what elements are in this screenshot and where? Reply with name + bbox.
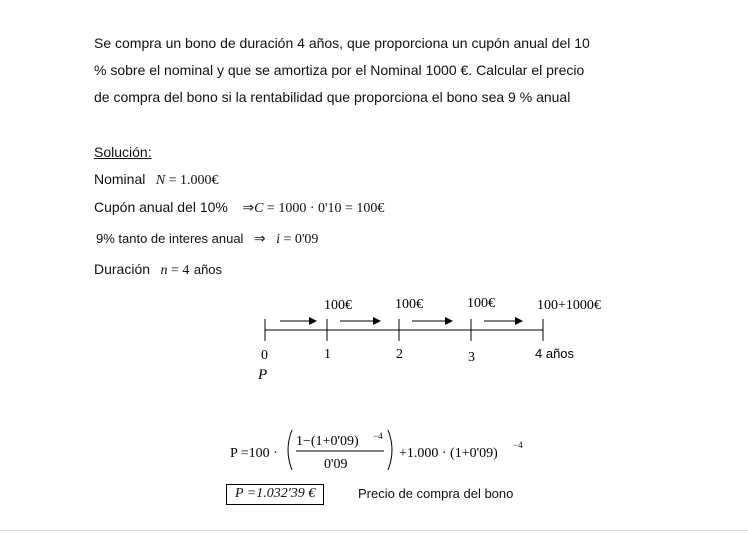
rate-label: 9% tanto de interes anual [96,231,244,246]
tick-label-0: 0 [261,348,268,363]
coupon-var: C [254,201,264,216]
duration-unit: años [193,262,223,277]
nominal-eq: = 1.000€ [165,173,219,188]
rate-var: i [276,232,280,247]
problem-line-1: Se compra un bono de duración 4 años, que proporciona un cupón anual del 10 [94,35,590,51]
flow-label-3: 100€ [467,296,495,311]
flow-label-1: 100€ [324,298,352,313]
result-caption: Precio de compra del bono [358,486,514,501]
duration-eq: = 4 [167,263,190,278]
problem-line-3: de compra del bono si la rentabilidad que proporciona el bono sea 9 % anual [94,89,571,105]
problem-line-2: % sobre el nominal y que se amortiza por el Nominal 1000 €. Calcular el precio [94,62,585,78]
tick-label-4: 4 años [535,346,575,361]
present-value-var: P [258,367,268,383]
price-formula [0,420,748,480]
formula-numerator: 1−(1+0'09) [296,434,359,449]
formula-numerator-exp: −4 [373,431,383,441]
coupon-label: Cupón anual del 10% [94,199,228,215]
duration-var: n [160,263,168,278]
result-box: P =1.032'39 € [226,484,324,505]
tick-label-2: 2 [396,347,403,362]
tick-label-1: 1 [324,347,331,362]
rate-eq: = 0'09 [279,232,319,247]
flow-label-2: 100€ [395,297,423,312]
left-paren [288,430,292,470]
nominal-var: N [155,173,166,188]
formula-plus-term: +1.000 · (1+0'09) [399,446,498,461]
duration-label: Duración [94,261,151,277]
formula-denominator: 0'09 [324,457,348,472]
coupon-arrow: ⇒ [242,201,255,216]
formula-lhs: P =100 · [230,446,278,461]
rate-arrow: ⇒ [253,232,266,247]
nominal-label: Nominal [94,171,146,187]
tick-label-3: 3 [468,350,475,365]
formula-plus-exp: −4 [513,440,523,450]
page-bottom-divider [0,530,748,531]
right-paren [388,430,392,470]
coupon-eq: = 1000 · 0'10 = 100€ [263,201,385,216]
flow-label-4: 100+1000€ [537,298,601,313]
solution-heading: Solución: [94,144,152,160]
